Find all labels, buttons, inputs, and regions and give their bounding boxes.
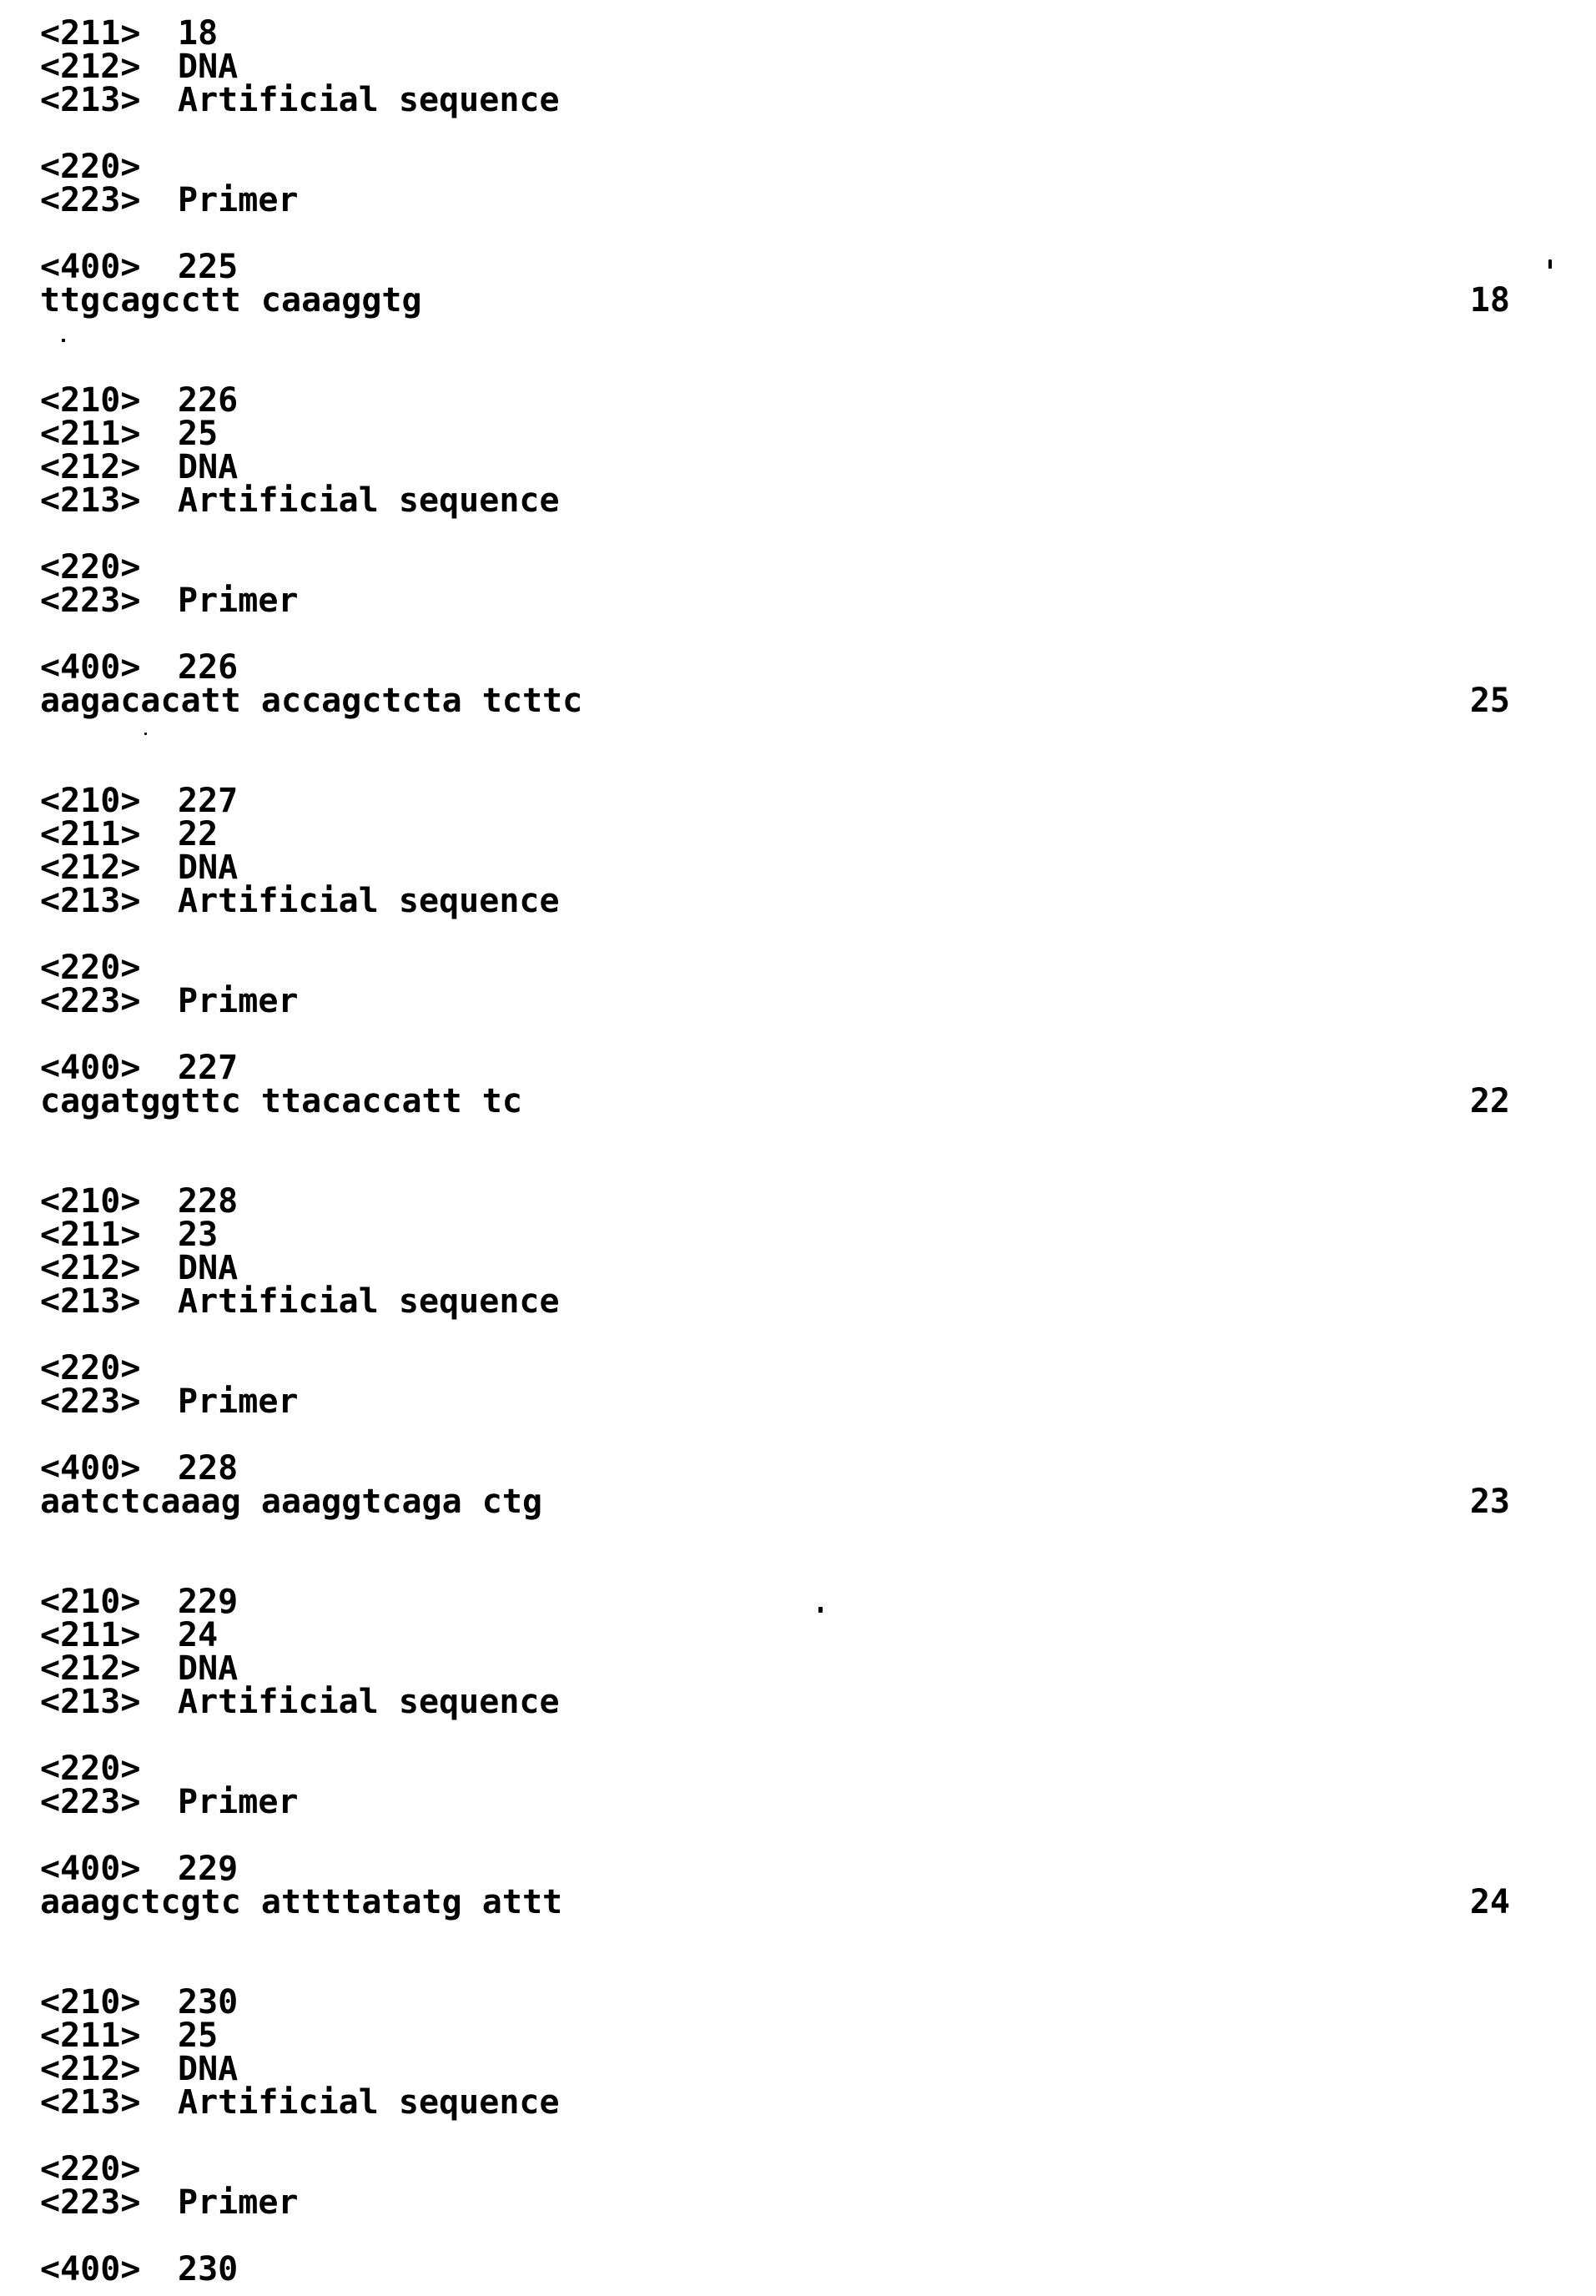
field-tag: <212> — [40, 848, 141, 887]
tag-line — [0, 417, 1596, 451]
field-tag: <211> — [40, 2017, 141, 2055]
field-tag: <220> — [40, 148, 141, 186]
field-tag: <212> — [40, 48, 141, 86]
tag-line — [0, 2250, 1596, 2288]
tag-line — [0, 984, 1596, 1018]
field-value: Primer — [178, 1783, 299, 1821]
tag-line — [0, 2152, 1596, 2186]
tag-line — [0, 1282, 1596, 1321]
tag-line — [0, 2183, 1596, 2222]
tag-line — [0, 1051, 1596, 1085]
field-tag: <213> — [40, 81, 141, 119]
field-value: 23 — [178, 1216, 219, 1254]
tag-line — [0, 150, 1596, 184]
field-value: Artificial sequence — [178, 882, 560, 920]
field-value: 225 — [178, 248, 239, 286]
field-tag: <220> — [40, 2150, 141, 2188]
field-tag: <220> — [40, 1750, 141, 1788]
tag-line — [0, 815, 1596, 853]
field-tag: <400> — [40, 648, 141, 687]
tag-line — [0, 1251, 1596, 1285]
field-tag: <212> — [40, 1649, 141, 1688]
field-tag: <400> — [40, 1449, 141, 1488]
tag-line — [0, 1349, 1596, 1387]
field-tag: <400> — [40, 248, 141, 286]
field-value: 226 — [178, 381, 239, 420]
tag-line — [0, 2083, 1596, 2122]
field-tag: <210> — [40, 1983, 141, 2022]
tag-line — [0, 448, 1596, 486]
field-value: Primer — [178, 982, 299, 1020]
field-value: Primer — [178, 2183, 299, 2222]
tag-line — [0, 1616, 1596, 1654]
field-tag: <223> — [40, 982, 141, 1020]
sequence-length-number: 25 — [1469, 682, 1510, 720]
field-value: 25 — [178, 415, 219, 453]
tag-line — [0, 2052, 1596, 2086]
field-value: DNA — [178, 448, 239, 486]
tag-line — [0, 381, 1596, 420]
sequence-text: aatctcaaag aaaggtcaga ctg — [40, 1483, 543, 1521]
sequence-length-number: 23 — [1469, 1483, 1510, 1521]
field-value: 226 — [178, 648, 239, 687]
field-value: DNA — [178, 48, 239, 86]
field-value: 24 — [178, 1616, 219, 1654]
tag-line — [0, 884, 1596, 918]
field-tag: <210> — [40, 1182, 141, 1221]
field-tag: <213> — [40, 1683, 141, 1721]
field-tag: <211> — [40, 14, 141, 53]
field-value: DNA — [178, 1649, 239, 1688]
scan-speck — [62, 339, 65, 342]
field-tag: <211> — [40, 815, 141, 853]
field-value: 18 — [178, 14, 219, 53]
field-value: Artificial sequence — [178, 481, 560, 520]
field-value: 25 — [178, 2017, 219, 2055]
tag-line — [0, 1182, 1596, 1221]
sequence-length-number: 22 — [1469, 1082, 1510, 1120]
field-tag: <220> — [40, 548, 141, 587]
field-value: 228 — [178, 1182, 239, 1221]
field-value: 227 — [178, 782, 239, 820]
tag-line — [0, 848, 1596, 887]
field-value: Artificial sequence — [178, 2083, 560, 2122]
sequence-line — [0, 1483, 1596, 1521]
tag-line — [0, 1852, 1596, 1886]
tag-line — [0, 548, 1596, 587]
tag-line — [0, 14, 1596, 53]
tag-line — [0, 648, 1596, 687]
field-tag: <213> — [40, 2083, 141, 2122]
tag-line — [0, 48, 1596, 86]
field-value: 230 — [178, 2250, 239, 2288]
field-tag: <213> — [40, 481, 141, 520]
tag-line — [0, 949, 1596, 987]
sequence-length-number: 24 — [1469, 1883, 1510, 1921]
sequence-text: aaagctcgtc attttatatg attt — [40, 1883, 563, 1921]
field-tag: <220> — [40, 1349, 141, 1387]
field-value: Primer — [178, 1382, 299, 1421]
field-tag: <210> — [40, 782, 141, 820]
field-value: DNA — [178, 1249, 239, 1287]
field-tag: <212> — [40, 2050, 141, 2088]
field-value: 229 — [178, 1583, 239, 1621]
tag-line — [0, 784, 1596, 818]
tag-line — [0, 1585, 1596, 1619]
tag-line — [0, 83, 1596, 117]
tag-line — [0, 1216, 1596, 1254]
field-value: 228 — [178, 1449, 239, 1488]
field-value: 230 — [178, 1983, 239, 2022]
field-tag: <211> — [40, 415, 141, 453]
tag-line — [0, 1983, 1596, 2022]
field-value: DNA — [178, 2050, 239, 2088]
field-value: 229 — [178, 1850, 239, 1888]
tag-line — [0, 481, 1596, 520]
field-tag: <400> — [40, 1049, 141, 1087]
scan-speck — [144, 733, 147, 735]
field-value: Primer — [178, 582, 299, 620]
field-value: 22 — [178, 815, 219, 853]
tag-line — [0, 1382, 1596, 1421]
field-tag: <223> — [40, 181, 141, 219]
tag-line — [0, 181, 1596, 219]
field-value: Artificial sequence — [178, 81, 560, 119]
sequence-line — [0, 684, 1596, 718]
tag-line — [0, 250, 1596, 284]
field-tag: <223> — [40, 1382, 141, 1421]
field-value: 227 — [178, 1049, 239, 1087]
sequence-line — [0, 1082, 1596, 1120]
field-tag: <210> — [40, 1583, 141, 1621]
tag-line — [0, 2017, 1596, 2055]
field-tag: <220> — [40, 949, 141, 987]
tag-line — [0, 1750, 1596, 1788]
field-value: DNA — [178, 848, 239, 887]
field-tag: <211> — [40, 1216, 141, 1254]
field-value: Artificial sequence — [178, 1683, 560, 1721]
scan-speck — [818, 1607, 823, 1613]
field-tag: <212> — [40, 1249, 141, 1287]
sequence-text: aagacacatt accagctcta tcttc — [40, 682, 583, 720]
field-tag: <210> — [40, 381, 141, 420]
field-value: Artificial sequence — [178, 1282, 560, 1321]
tag-line — [0, 1649, 1596, 1688]
field-tag: <223> — [40, 1783, 141, 1821]
tag-line — [0, 582, 1596, 620]
field-tag: <213> — [40, 1282, 141, 1321]
sequence-line — [0, 281, 1596, 320]
sequence-text: cagatggttc ttacaccatt tc — [40, 1082, 522, 1120]
sequence-length-number: 18 — [1469, 281, 1510, 320]
sequence-line — [0, 1883, 1596, 1921]
tag-line — [0, 1785, 1596, 1819]
sequence-text: ttgcagcctt caaaggtg — [40, 281, 422, 320]
field-tag: <213> — [40, 882, 141, 920]
field-tag: <400> — [40, 1850, 141, 1888]
scan-speck — [1548, 259, 1552, 269]
field-tag: <223> — [40, 2183, 141, 2222]
field-value: Primer — [178, 181, 299, 219]
field-tag: <211> — [40, 1616, 141, 1654]
tag-line — [0, 1685, 1596, 1719]
field-tag: <212> — [40, 448, 141, 486]
field-tag: <223> — [40, 582, 141, 620]
field-tag: <400> — [40, 2250, 141, 2288]
tag-line — [0, 1449, 1596, 1488]
